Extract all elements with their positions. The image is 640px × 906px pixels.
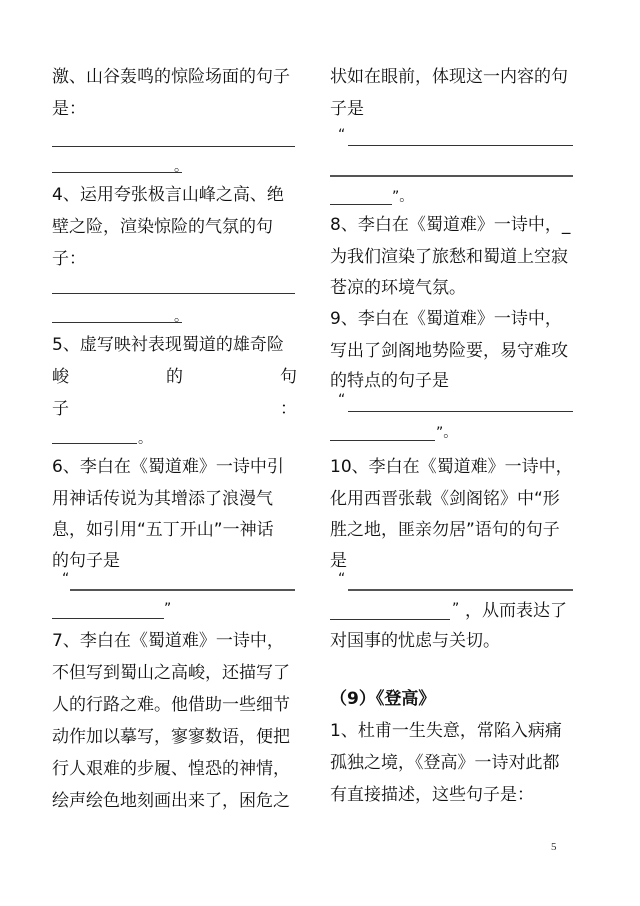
text-fragment: 句 xyxy=(280,367,297,387)
text-line: 激、山谷轰鸣的惊险场面的句子 xyxy=(52,67,290,87)
page-number: 5 xyxy=(551,841,557,853)
question-4-line: 4、运用夸张极言山峰之高、绝 xyxy=(52,185,284,205)
question-9-line: 9、李白在《蜀道难》一诗中， xyxy=(330,309,562,329)
text-line: 绘声绘色地刻画出来了，困危之 xyxy=(52,791,290,811)
text-fragment: 峻 xyxy=(52,367,69,387)
text-line-justified xyxy=(52,398,297,420)
text-line: 用神话传说为其增添了浪漫气 xyxy=(52,489,273,509)
end-punctuation: 。 xyxy=(138,431,152,447)
text-line-justified xyxy=(52,366,297,388)
answer-blank[interactable] xyxy=(330,175,573,177)
answer-blank[interactable] xyxy=(348,145,573,146)
text-line: 的句子是 xyxy=(52,551,120,571)
text-fragment: 子 xyxy=(52,399,69,419)
text-line: 为我们渲染了旅愁和蜀道上空寂 xyxy=(330,247,568,267)
answer-blank[interactable] xyxy=(52,293,295,294)
answer-blank[interactable] xyxy=(70,589,295,591)
answer-blank[interactable] xyxy=(52,146,295,147)
text-line: 人的行路之难。他借助一些细节 xyxy=(52,695,290,715)
text-line: 行人艰难的步履、惶恐的神情， xyxy=(52,759,290,779)
question-5-line: 5、虚写映衬表现蜀道的雄奇险 xyxy=(52,335,284,355)
end-punctuation: 。 xyxy=(174,309,188,325)
text-fragment: ： xyxy=(280,399,297,419)
text-line: 动作加以摹写，寥寥数语，便把 xyxy=(52,727,290,747)
text-line: 息，如引用“五丁开山”一神话 xyxy=(52,520,274,540)
text-line: 写出了剑阁地势险要，易守难攻 xyxy=(330,341,568,361)
answer-blank[interactable] xyxy=(348,411,573,412)
text-line: 子： xyxy=(52,249,86,269)
text-line: 有直接描述，这些句子是： xyxy=(330,785,534,805)
end-punctuation: 。 xyxy=(174,159,188,175)
answer-blank[interactable] xyxy=(330,619,450,620)
text-line: 对国事的忧虑与关切。 xyxy=(330,631,500,651)
answer-blank[interactable] xyxy=(330,440,435,441)
answer-blank[interactable] xyxy=(330,204,392,205)
text-line: 是 xyxy=(330,551,347,571)
answer-blank[interactable] xyxy=(52,172,182,173)
text-line: 壁之险，渲染惊险的气氛的句 xyxy=(52,217,273,237)
text-line: 是： xyxy=(52,99,86,119)
text-fragment: 的 xyxy=(166,367,183,387)
open-quote: “ xyxy=(62,571,70,587)
close-quote: ” xyxy=(452,601,460,617)
text-line: 化用西晋张载《剑阁铭》中“形 xyxy=(330,489,560,509)
open-quote: “ xyxy=(338,571,346,587)
close-quote: ”。 xyxy=(392,189,414,205)
close-quote: ”。 xyxy=(436,425,458,441)
close-quote: ” xyxy=(164,601,172,617)
answer-blank[interactable] xyxy=(52,322,182,323)
question-6-line: 6、李白在《蜀道难》一诗中引 xyxy=(52,457,284,477)
answer-blank[interactable] xyxy=(52,443,137,444)
text-line: 不但写到蜀山之高峻，还描写了 xyxy=(52,663,290,683)
question-1-line: 1、杜甫一生失意，常陷入病痛 xyxy=(330,721,562,741)
text-line: 子是 xyxy=(330,99,364,119)
text-line: 苍凉的环境气氛。 xyxy=(330,278,466,298)
question-7-line: 7、李白在《蜀道难》一诗中， xyxy=(52,631,284,651)
open-quote: “ xyxy=(338,392,346,408)
section-heading: （9）《登高》 xyxy=(330,689,436,709)
text-line: 状如在眼前，体现这一内容的句 xyxy=(330,67,568,87)
answer-blank[interactable] xyxy=(52,618,164,619)
text-line: ，从而表达了 xyxy=(465,601,567,621)
question-10-line: 10、李白在《蜀道难》一诗中， xyxy=(330,457,573,477)
open-quote: “ xyxy=(338,127,346,143)
text-line: 的特点的句子是 xyxy=(330,371,449,391)
text-line: 孤独之境，《登高》一诗对此都 xyxy=(330,753,560,773)
answer-blank[interactable] xyxy=(348,589,573,591)
question-8-line: 8、李白在《蜀道难》一诗中，_ xyxy=(330,215,571,235)
text-line: 胜之地，匪亲勿居”语句的句子 xyxy=(330,520,560,540)
